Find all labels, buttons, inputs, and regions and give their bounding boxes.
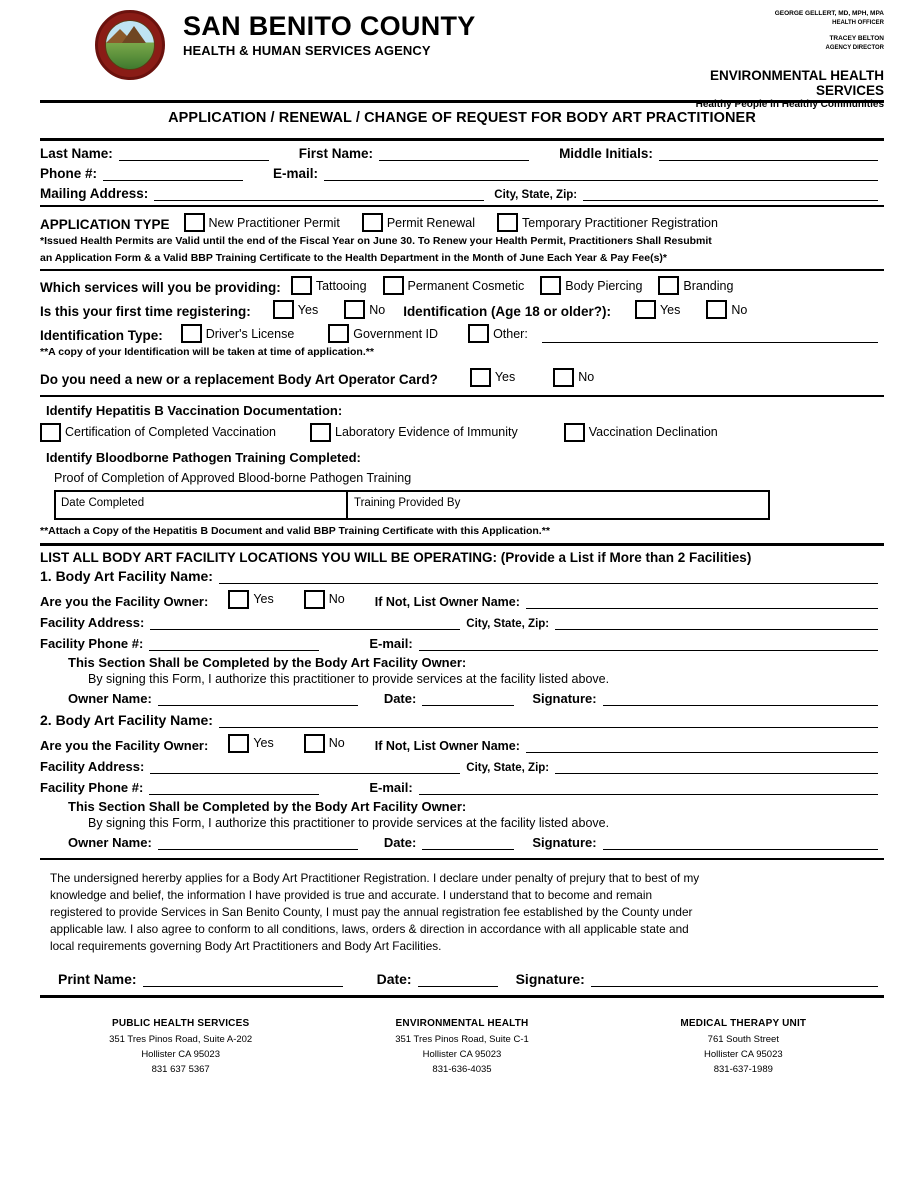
last-name-input[interactable] xyxy=(119,146,269,161)
hepatitis-options-row xyxy=(40,423,884,442)
ehs-tagline: Healthy People in Healthy Communities xyxy=(695,98,884,110)
facility-1-phone-row xyxy=(40,636,884,651)
footer-address-line-1: 761 South Street xyxy=(707,1034,779,1046)
application-type-row xyxy=(40,213,884,232)
divider-under-title xyxy=(40,138,884,141)
footer-address-line-1: 351 Tres Pinos Road, Suite A-202 xyxy=(109,1034,253,1046)
checkbox-laboratory-evidence-immunity[interactable] xyxy=(310,423,518,442)
operator-card-row xyxy=(40,368,884,387)
footer-title: MEDICAL THERAPY UNIT xyxy=(680,1018,807,1030)
id-type-row xyxy=(40,324,884,343)
facility-2-name-row xyxy=(40,712,884,728)
checkbox-box-icon[interactable] xyxy=(273,300,294,319)
facility-2-owner-date-input[interactable] xyxy=(422,835,514,850)
middle-initials-input[interactable] xyxy=(659,146,878,161)
checkbox-identification-no[interactable] xyxy=(706,300,747,319)
owner-signature-label: Signature: xyxy=(532,690,597,706)
facility-2-name-input[interactable] xyxy=(219,713,878,728)
checkbox-box-icon[interactable] xyxy=(228,590,249,609)
checkbox-operator-card-yes[interactable] xyxy=(470,368,515,387)
facility-1-if-not-owner-label: If Not, List Owner Name: xyxy=(374,594,520,609)
footer-address-line-2: Hollister CA 95023 xyxy=(703,1049,783,1061)
checkbox-box-icon[interactable] xyxy=(362,213,383,232)
print-name-input[interactable] xyxy=(143,972,343,987)
page-header xyxy=(40,0,884,110)
checkbox-label: Yes xyxy=(253,592,274,607)
signoff-date-label: Date: xyxy=(376,971,412,988)
checkbox-tattooing[interactable] xyxy=(291,276,367,295)
county-seal-icon xyxy=(95,10,165,80)
checkbox-label: Yes xyxy=(494,370,516,385)
application-type-note-line2: an Application Form & a Valid BBP Training Certificate to the Health Department in the Month of June Each Year & Pay Fee(s)* xyxy=(40,251,668,264)
checkbox-other-id[interactable] xyxy=(468,324,528,343)
owner-date-label: Date: xyxy=(383,690,417,706)
owner-name-label: Owner Name: xyxy=(68,834,152,850)
facility-phone-label: Facility Phone #: xyxy=(40,779,144,795)
footer-column-medical-therapy-unit xyxy=(603,1016,884,1078)
last-name-label: Last Name: xyxy=(40,146,113,161)
facility-1-owner-section-text: By signing this Form, I authorize this practitioner to provide services at the facility listed above. xyxy=(88,671,610,686)
facility-email-label: E-mail: xyxy=(369,779,413,795)
facilities-heading: LIST ALL BODY ART FACILITY LOCATIONS YOU WILL BE OPERATING: (Provide a List if More than 2 Facilities) xyxy=(40,549,752,565)
city-state-zip-input[interactable] xyxy=(583,186,878,201)
checkbox-label: Yes xyxy=(253,736,274,751)
facility-2-owner-signature-row xyxy=(40,835,884,850)
checkbox-label: Permanent Cosmetic xyxy=(407,278,525,293)
checkbox-label: No xyxy=(578,370,595,385)
facility-1-owner-signature-row xyxy=(40,691,884,706)
checkbox-first-time-yes[interactable] xyxy=(273,300,318,319)
facility-1-owner-row xyxy=(40,590,884,609)
bbp-heading: Identify Bloodborne Pathogen Training Completed: xyxy=(46,449,361,465)
checkbox-vaccination-declination[interactable] xyxy=(564,423,718,442)
declaration-line-2: knowledge and belief, the information I have provided is true and accurate. I understand that to become and remain xyxy=(50,887,653,902)
checkbox-permit-renewal[interactable] xyxy=(362,213,475,232)
facility-2-phone-row xyxy=(40,780,884,795)
header-right-block xyxy=(654,8,884,110)
operator-card-question: Do you need a new or a replacement Body Art Operator Card? xyxy=(40,371,438,387)
owner-signature-label: Signature: xyxy=(532,834,597,850)
health-officer-name: GEORGE GELLERT, MD, MPH, MPA xyxy=(774,10,884,17)
facility-1-address-row xyxy=(40,615,884,630)
checkbox-facility-1-owner-no[interactable] xyxy=(304,590,345,609)
checkbox-box-icon[interactable] xyxy=(310,423,331,442)
table-header-training-provided-by: Training Provided By xyxy=(354,496,461,509)
checkbox-facility-2-owner-yes[interactable] xyxy=(228,734,273,753)
footer-address-line-2: Hollister CA 95023 xyxy=(422,1049,502,1061)
checkbox-facility-1-owner-yes[interactable] xyxy=(228,590,273,609)
checkbox-label: New Practitioner Permit xyxy=(208,215,340,230)
email-input[interactable] xyxy=(324,166,878,181)
checkbox-first-time-no[interactable] xyxy=(344,300,385,319)
middle-initials-label: Middle Initials: xyxy=(559,146,653,161)
name-row xyxy=(40,146,884,161)
signoff-signature-label: Signature: xyxy=(515,971,585,988)
checkbox-box-icon[interactable] xyxy=(304,734,325,753)
checkbox-label: Laboratory Evidence of Immunity xyxy=(335,425,518,440)
application-type-note-line1: *Issued Health Permits are Valid until the end of the Fiscal Year on June 30. To Renew your Health Permit, Practitioners Shall Resubmit xyxy=(40,235,712,247)
page-footer xyxy=(40,1012,884,1078)
facility-phone-label: Facility Phone #: xyxy=(40,635,144,651)
phone-input[interactable] xyxy=(103,166,243,181)
declaration-block xyxy=(40,870,884,955)
checkbox-label: No xyxy=(731,302,748,317)
facility-2-email-input[interactable] xyxy=(419,780,878,795)
footer-title: ENVIRONMENTAL HEALTH xyxy=(395,1018,529,1030)
facility-2-owner-section-heading: This Section Shall be Completed by the Body Art Facility Owner: xyxy=(68,798,467,814)
footer-address-line-2: Hollister CA 95023 xyxy=(141,1049,220,1061)
checkbox-permanent-cosmetic[interactable] xyxy=(383,276,525,295)
checkbox-box-icon[interactable] xyxy=(184,213,205,232)
facility-1-owner-name-signature-input[interactable] xyxy=(158,691,358,706)
ehs-block xyxy=(654,68,884,110)
facility-address-label: Facility Address: xyxy=(40,758,145,774)
owner-name-label: Owner Name: xyxy=(68,690,152,706)
checkbox-box-icon[interactable] xyxy=(344,300,365,319)
facility-1-email-input[interactable] xyxy=(419,636,878,651)
email-label: E-mail: xyxy=(273,166,319,181)
declaration-line-3: registered to provide Services in San Benito County, I must pay the annual registration fee established by the County under xyxy=(50,904,693,919)
facility-1-address-input[interactable] xyxy=(150,615,460,630)
facility-1-city-state-zip-input[interactable] xyxy=(555,615,878,630)
signoff-row xyxy=(40,971,884,987)
facility-2-title: 2. Body Art Facility Name: xyxy=(40,711,213,728)
checkbox-box-icon[interactable] xyxy=(468,324,489,343)
checkbox-label: Certification of Completed Vaccination xyxy=(65,425,276,440)
city-state-zip-label: City, State, Zip: xyxy=(494,189,578,201)
checkbox-label: Yes xyxy=(297,302,319,317)
table-header-date-completed: Date Completed xyxy=(56,492,348,518)
checkbox-box-icon[interactable] xyxy=(304,590,325,609)
facility-2-owner-name-input[interactable] xyxy=(526,738,878,753)
facility-owner-question: Are you the Facility Owner: xyxy=(40,593,209,609)
checkbox-box-icon[interactable] xyxy=(497,213,518,232)
checkbox-label: Branding xyxy=(683,278,734,293)
facility-2-if-not-owner-label: If Not, List Owner Name: xyxy=(374,738,520,753)
first-time-row xyxy=(40,300,884,319)
divider-application-type xyxy=(40,269,884,271)
facility-2-city-state-zip-input[interactable] xyxy=(555,759,878,774)
bbp-training-table xyxy=(54,490,770,520)
document-title: APPLICATION / RENEWAL / CHANGE OF REQUEST FOR BODY ART PRACTITIONER xyxy=(168,110,756,126)
owner-date-label: Date: xyxy=(383,834,417,850)
checkbox-label: Tattooing xyxy=(315,278,367,293)
checkbox-label: Yes xyxy=(659,302,681,317)
facility-2-owner-name-signature-input[interactable] xyxy=(158,835,358,850)
footer-column-public-health xyxy=(40,1016,321,1078)
checkbox-box-icon[interactable] xyxy=(470,368,491,387)
divider-facilities xyxy=(40,858,884,860)
facility-city-state-zip-label: City, State, Zip: xyxy=(466,761,550,774)
identification-question: Identification (Age 18 or older?): xyxy=(403,304,611,320)
checkbox-drivers-license[interactable] xyxy=(181,324,295,343)
checkbox-box-icon[interactable] xyxy=(383,276,404,295)
checkbox-branding[interactable] xyxy=(658,276,733,295)
facility-1-name-row xyxy=(40,568,884,584)
footer-phone: 831-637-1989 xyxy=(713,1064,773,1076)
mailing-address-row xyxy=(40,186,884,201)
checkbox-label: No xyxy=(328,592,345,607)
services-row xyxy=(40,276,884,295)
checkbox-box-icon[interactable] xyxy=(181,324,202,343)
divider-services xyxy=(40,395,884,397)
facility-2-owner-signature-input[interactable] xyxy=(603,835,878,850)
identification-note: **A copy of your Identification will be taken at time of application.** xyxy=(40,346,374,359)
facility-2-owner-row xyxy=(40,734,884,753)
facility-2-address-input[interactable] xyxy=(150,759,460,774)
checkbox-box-icon[interactable] xyxy=(228,734,249,753)
health-officer-title: HEALTH OFFICER xyxy=(832,19,884,26)
facility-owner-question: Are you the Facility Owner: xyxy=(40,737,209,753)
declaration-line-5: local requirements governing Body Art Practitioners and Body Art Facilities. xyxy=(50,938,442,953)
divider-hepatitis xyxy=(40,543,884,546)
facility-2-owner-section-text: By signing this Form, I authorize this practitioner to provide services at the facility listed above. xyxy=(88,815,610,830)
facility-1-name-input[interactable] xyxy=(219,569,878,584)
footer-phone: 831 637 5367 xyxy=(151,1064,210,1076)
checkbox-label: Government ID xyxy=(353,326,439,341)
declaration-line-1: The undersigned hererby applies for a Body Art Practitioner Registration. I declare under penalty of prejury that to best of my xyxy=(50,870,700,885)
facility-1-phone-input[interactable] xyxy=(149,636,319,651)
checkbox-box-icon[interactable] xyxy=(658,276,679,295)
id-type-label: Identification Type: xyxy=(40,328,163,344)
footer-phone: 831-636-4035 xyxy=(432,1064,492,1076)
checkbox-temporary-practitioner-registration[interactable] xyxy=(497,213,718,232)
facility-1-owner-date-input[interactable] xyxy=(422,691,514,706)
print-name-label: Print Name: xyxy=(58,971,137,988)
facility-2-address-row xyxy=(40,759,884,774)
checkbox-box-icon[interactable] xyxy=(706,300,727,319)
checkbox-box-icon[interactable] xyxy=(635,300,656,319)
county-name: SAN BENITO COUNTY xyxy=(183,11,476,41)
checkbox-new-practitioner-permit[interactable] xyxy=(184,213,340,232)
facility-email-label: E-mail: xyxy=(369,635,413,651)
checkbox-box-icon[interactable] xyxy=(564,423,585,442)
application-type-label: APPLICATION TYPE xyxy=(40,217,170,232)
first-time-question: Is this your first time registering: xyxy=(40,304,251,320)
checkbox-box-icon[interactable] xyxy=(553,368,574,387)
checkbox-label: No xyxy=(328,736,345,751)
divider-signoff xyxy=(40,995,884,998)
mailing-address-input[interactable] xyxy=(154,186,484,201)
header-title-block xyxy=(183,8,654,58)
ehs-title: ENVIRONMENTAL HEALTH SERVICES xyxy=(710,67,884,98)
checkbox-facility-2-owner-no[interactable] xyxy=(304,734,345,753)
checkbox-certification-completed-vaccination[interactable] xyxy=(40,423,276,442)
footer-title: PUBLIC HEALTH SERVICES xyxy=(111,1018,250,1030)
facility-1-owner-section-heading: This Section Shall be Completed by the Body Art Facility Owner: xyxy=(68,654,467,670)
first-name-input[interactable] xyxy=(379,146,529,161)
services-question: Which services will you be providing: xyxy=(40,280,281,296)
facility-1-owner-name-input[interactable] xyxy=(526,594,878,609)
checkbox-label: Permit Renewal xyxy=(386,215,476,230)
checkbox-label: Body Piercing xyxy=(565,278,643,293)
facility-address-label: Facility Address: xyxy=(40,614,145,630)
checkbox-label: Vaccination Declination xyxy=(588,425,718,440)
facility-2-phone-input[interactable] xyxy=(149,780,319,795)
attach-note: **Attach a Copy of the Hepatitis B Document and valid BBP Training Certificate with this Application.** xyxy=(40,524,550,537)
phone-email-row xyxy=(40,166,884,181)
mailing-address-label: Mailing Address: xyxy=(40,186,149,201)
facility-1-owner-signature-input[interactable] xyxy=(603,691,878,706)
divider-identity xyxy=(40,205,884,207)
facility-city-state-zip-label: City, State, Zip: xyxy=(466,617,550,630)
checkbox-label: No xyxy=(369,302,386,317)
hepatitis-heading: Identify Hepatitis B Vaccination Documentation: xyxy=(46,402,343,418)
checkbox-label: Other: xyxy=(493,326,528,341)
signoff-signature-input[interactable] xyxy=(591,972,878,987)
phone-label: Phone #: xyxy=(40,166,98,181)
first-name-label: First Name: xyxy=(298,146,374,161)
agency-director-title: AGENCY DIRECTOR xyxy=(825,44,884,51)
other-id-input[interactable] xyxy=(542,328,878,343)
checkbox-box-icon[interactable] xyxy=(540,276,561,295)
declaration-line-4: applicable law. I also agree to conform to all conditions, laws, orders & direction in accordance with all applicable state and xyxy=(50,921,689,936)
checkbox-operator-card-no[interactable] xyxy=(553,368,594,387)
checkbox-identification-yes[interactable] xyxy=(635,300,680,319)
footer-column-environmental-health xyxy=(321,1016,602,1078)
footer-address-line-1: 351 Tres Pinos Road, Suite C-1 xyxy=(395,1034,529,1046)
facility-1-title: 1. Body Art Facility Name: xyxy=(40,567,213,584)
checkbox-box-icon[interactable] xyxy=(291,276,312,295)
signoff-date-input[interactable] xyxy=(418,972,498,987)
checkbox-government-id[interactable] xyxy=(328,324,438,343)
checkbox-body-piercing[interactable] xyxy=(540,276,642,295)
agency-director-name: TRACEY BELTON xyxy=(829,34,884,42)
agency-name: HEALTH & HUMAN SERVICES AGENCY xyxy=(183,43,431,59)
checkbox-label: Driver's License xyxy=(205,326,295,341)
bbp-proof-line: Proof of Completion of Approved Blood-borne Pathogen Training xyxy=(54,470,412,485)
checkbox-box-icon[interactable] xyxy=(40,423,61,442)
checkbox-box-icon[interactable] xyxy=(328,324,349,343)
checkbox-label: Temporary Practitioner Registration xyxy=(522,215,718,230)
